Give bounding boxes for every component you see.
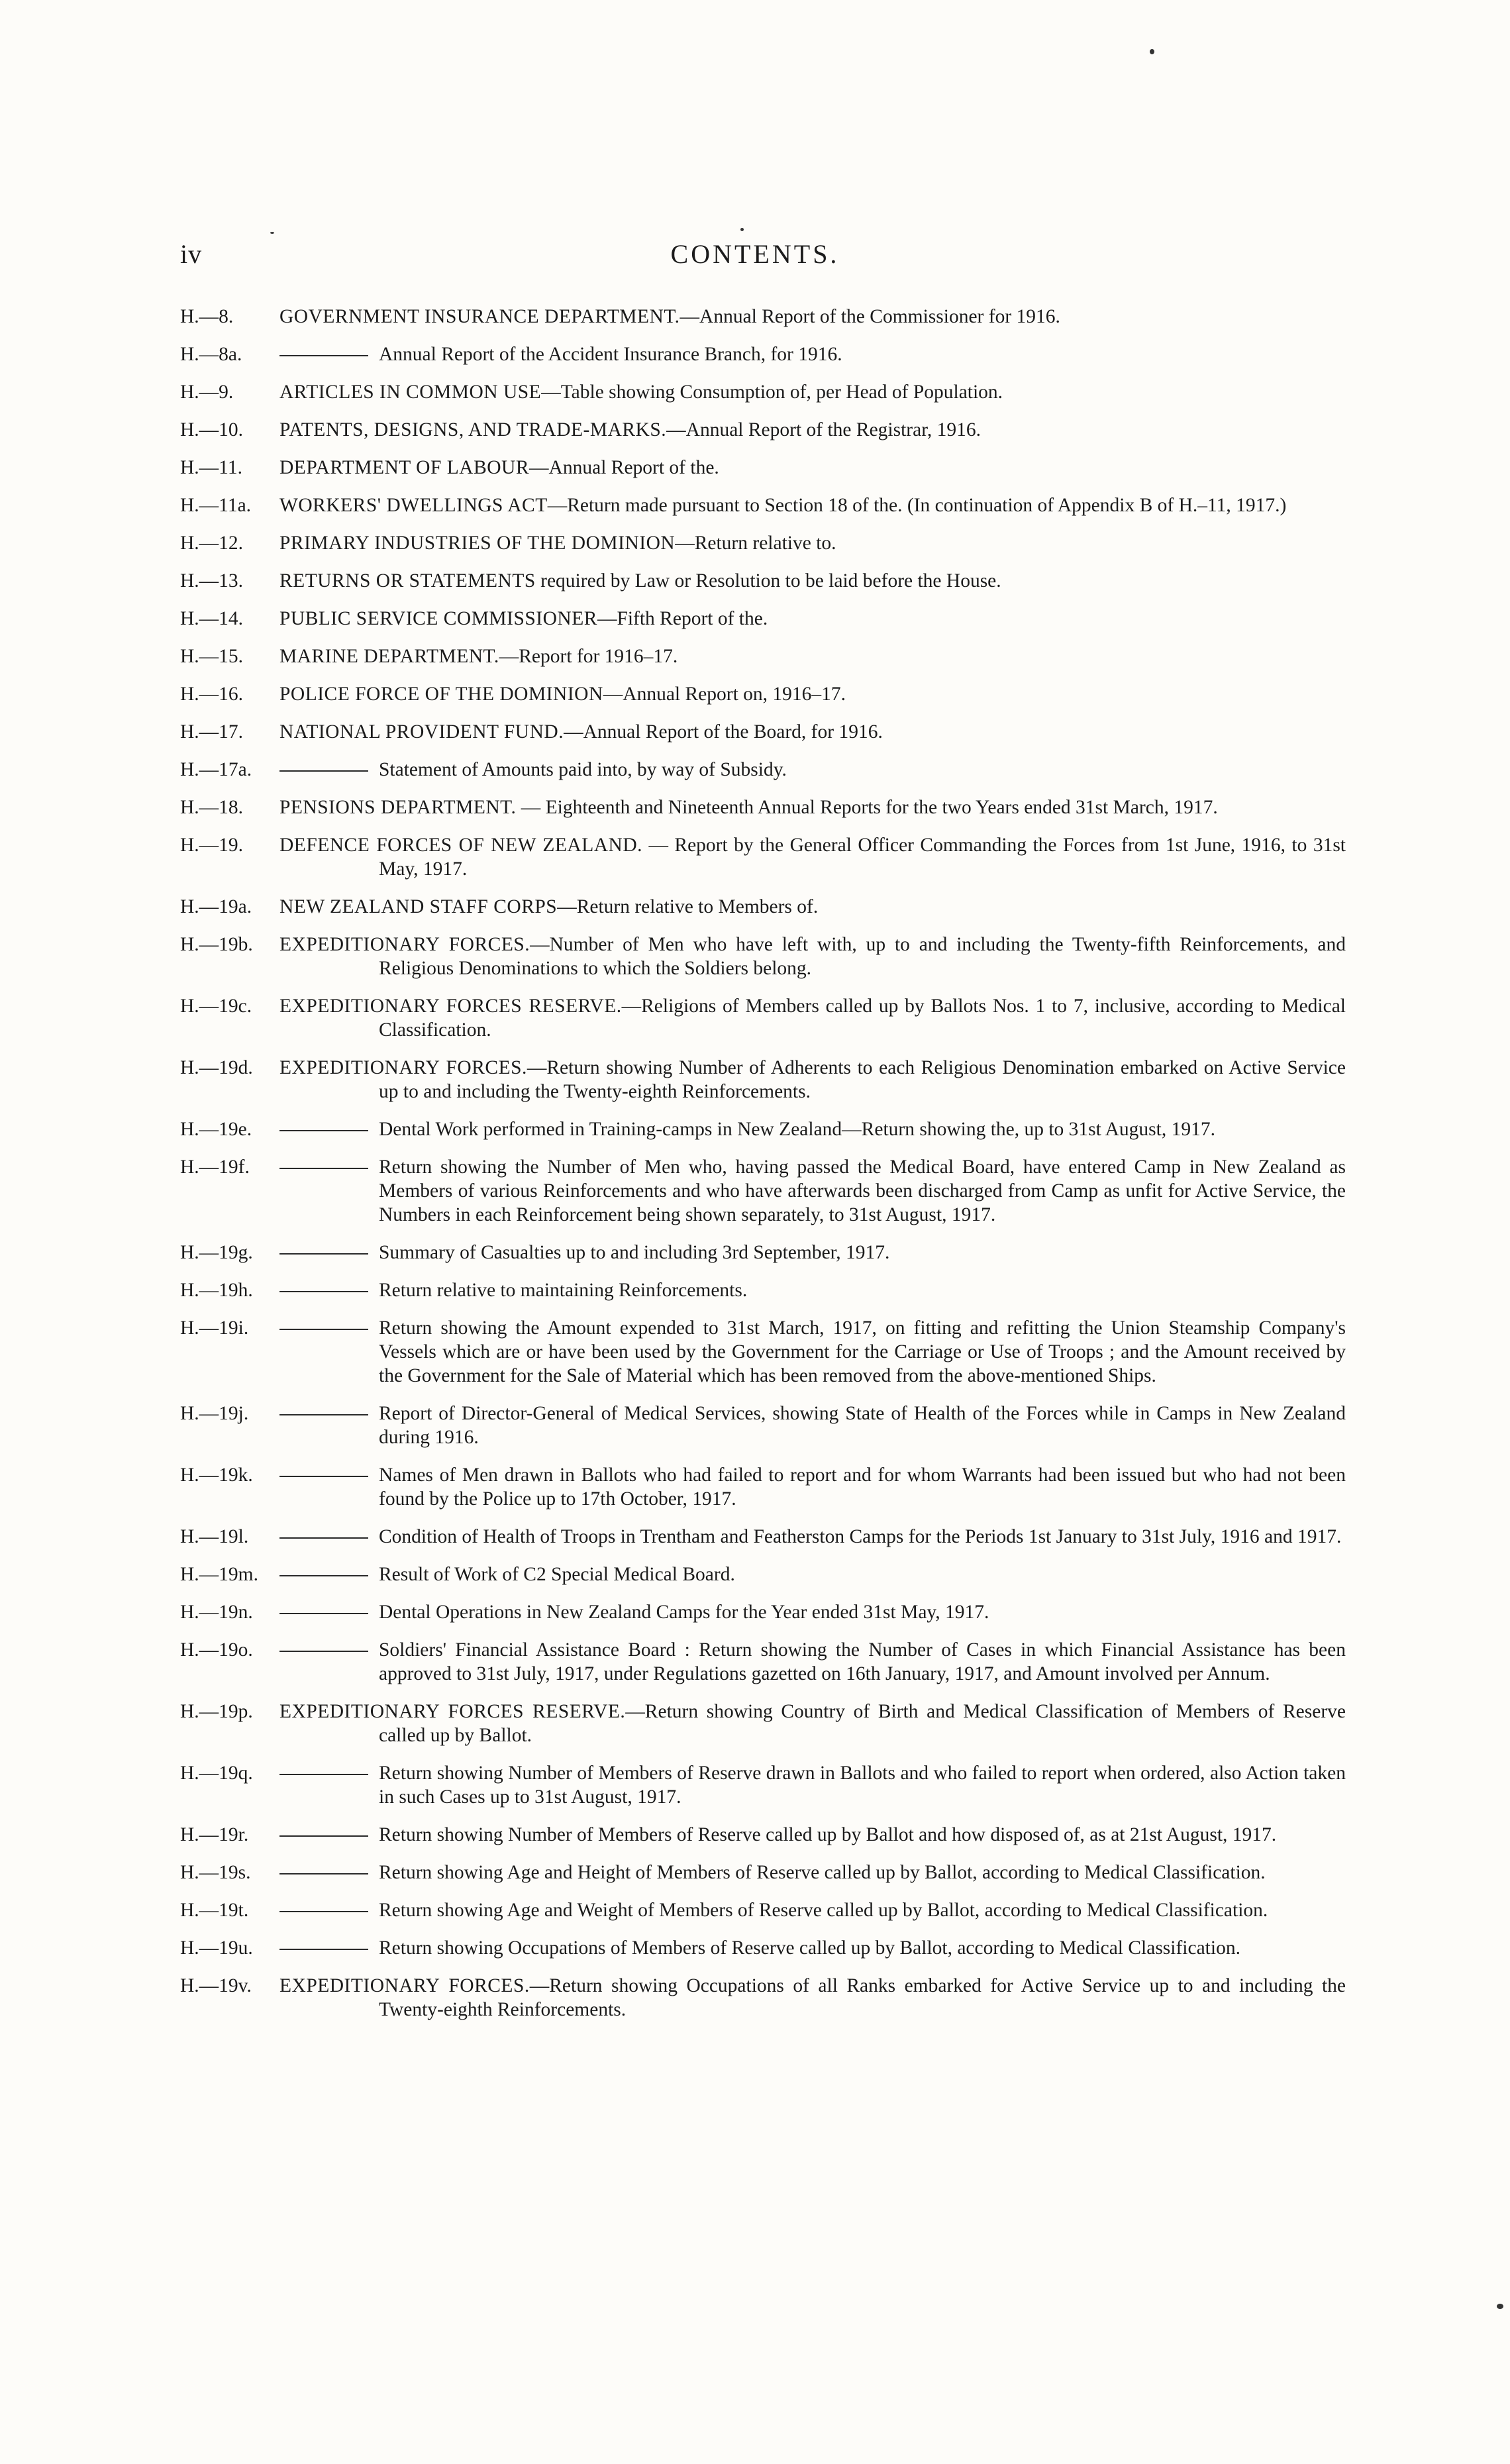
entry-description: [279, 305, 1346, 329]
entry-description: [279, 1117, 1346, 1141]
ditto-rule: [279, 770, 368, 772]
entry-description: [279, 1700, 1346, 1747]
entry-description: [279, 720, 1346, 744]
entry-description: [279, 1155, 1346, 1227]
entry-description: [279, 1056, 1346, 1104]
entry-heading: EXPEDITIONARY FORCES.: [279, 934, 530, 955]
contents-entry: [180, 1861, 1346, 1884]
entry-text: —Religions of Members called up by Ballots Nos. 1 to 7, inclusive, according to Medical Classification.: [379, 996, 1346, 1041]
contents-entry: [180, 758, 1346, 782]
contents-entry: [180, 895, 1346, 919]
contents-entry: [180, 1241, 1346, 1264]
entry-code: H.—19i.: [180, 1317, 249, 1339]
entry-code: H.—10.: [180, 419, 244, 440]
entry-text: —Return relative to Members of.: [557, 896, 819, 917]
entry-code: H.—13.: [180, 570, 244, 591]
scan-speck: [270, 232, 274, 234]
contents-entry: [180, 720, 1346, 744]
ditto-rule: [279, 1774, 368, 1775]
entry-text: Dental Work performed in Training-camps in New Zealand—Return showing the, up to 31st August, 1917.: [379, 1119, 1215, 1140]
entry-heading: POLICE FORCE OF THE DOMINION: [279, 684, 603, 705]
entry-code: H.—19k.: [180, 1464, 253, 1486]
entry-text: —Return relative to.: [675, 533, 836, 554]
entry-code: H.—19s.: [180, 1862, 251, 1883]
entry-text: Return showing Number of Members of Reserve drawn in Ballots and who failed to report when ordered, also Action taken in such Cases up to 31st August, 1917.: [379, 1763, 1346, 1808]
entry-heading: MARINE DEPARTMENT.: [279, 646, 499, 667]
entry-description: [279, 994, 1346, 1042]
entry-description: [279, 607, 1346, 631]
entry-text: Report of Director-General of Medical Services, showing State of Health of the Forces while in Camps in New Zealand during 1916.: [379, 1403, 1346, 1448]
entry-text: —Return showing Country of Birth and Medical Classification of Members of Reserve called up by Ballot.: [379, 1701, 1346, 1746]
ditto-rule: [279, 1253, 368, 1255]
entry-description: [279, 342, 1346, 366]
contents-entry: [180, 569, 1346, 593]
entry-text: —Annual Report of the.: [529, 457, 719, 478]
entry-code: H.—19p.: [180, 1701, 253, 1722]
contents-entry: [180, 933, 1346, 980]
entry-code: H.—19d.: [180, 1057, 253, 1078]
entry-code: H.—19e.: [180, 1119, 252, 1140]
entry-description: [279, 380, 1346, 404]
entry-code: H.—19g.: [180, 1242, 253, 1263]
contents-entry: [180, 833, 1346, 881]
entry-description: [279, 682, 1346, 706]
entry-text: Return showing Age and Height of Members of Reserve called up by Ballot, according to Medical Classification.: [379, 1862, 1266, 1883]
entry-code: H.—19o.: [180, 1639, 253, 1661]
entry-code: H.—8a.: [180, 344, 242, 365]
entry-heading: EXPEDITIONARY FORCES RESERVE.: [279, 1701, 626, 1722]
contents-list: [180, 305, 1346, 2035]
contents-entry: [180, 1117, 1346, 1141]
entry-text: Return showing Age and Weight of Members of Reserve called up by Ballot, according to Medical Classification.: [379, 1900, 1268, 1921]
contents-entry: [180, 380, 1346, 404]
entry-code: H.—16.: [180, 684, 244, 705]
entry-code: H.—19q.: [180, 1763, 253, 1784]
ditto-rule: [279, 1575, 368, 1576]
entry-text: —Number of Men who have left with, up to and including the Twenty-fifth Reinforcements, and Religious Denominations to which the Soldiers belong.: [379, 934, 1346, 979]
ditto-rule: [279, 1835, 368, 1837]
entry-text: —Annual Report of the Registrar, 1916.: [666, 419, 981, 440]
contents-entry: [180, 1600, 1346, 1624]
scan-speck: [1497, 2304, 1503, 2309]
entry-code: H.—17.: [180, 721, 244, 743]
entry-code: H.—19a.: [180, 896, 252, 917]
entry-text: —Table showing Consumption of, per Head of Population.: [541, 382, 1003, 403]
contents-entry: [180, 493, 1346, 517]
entry-code: H.—19t.: [180, 1900, 249, 1921]
entry-description: [279, 644, 1346, 668]
entry-heading: EXPEDITIONARY FORCES RESERVE.: [279, 996, 622, 1017]
entry-text: Statement of Amounts paid into, by way of Subsidy.: [379, 759, 787, 780]
entry-description: [279, 1823, 1346, 1847]
entry-description: [279, 1241, 1346, 1264]
entry-heading: PUBLIC SERVICE COMMISSIONER: [279, 608, 597, 629]
entry-code: H.—11a.: [180, 495, 252, 516]
entry-text: —Report for 1916–17.: [499, 646, 678, 667]
entry-description: [279, 1974, 1346, 2022]
entry-text: Summary of Casualties up to and including 3rd September, 1917.: [379, 1242, 890, 1263]
entry-text: Return showing the Number of Men who, having passed the Medical Board, have entered Camp in New Zealand as Members of various Reinforcements and who have afterwards been discharged from Camp as unfit for Active Service, the Numbers in each Reinforcement being shown separately, to 31st August, 1917.: [379, 1156, 1346, 1225]
entry-code: H.—14.: [180, 608, 244, 629]
ditto-rule: [279, 1873, 368, 1874]
ditto-rule: [279, 1949, 368, 1950]
contents-entry: [180, 531, 1346, 555]
entry-description: [279, 1761, 1346, 1809]
entry-description: [279, 1316, 1346, 1388]
entry-description: [279, 531, 1346, 555]
entry-description: [279, 1563, 1346, 1586]
entry-text: Return relative to maintaining Reinforcements.: [379, 1280, 748, 1301]
contents-entry: [180, 1898, 1346, 1922]
entry-heading: GOVERNMENT INSURANCE DEPARTMENT.: [279, 306, 680, 327]
contents-entry: [180, 342, 1346, 366]
ditto-rule: [279, 1613, 368, 1614]
entry-text: —Return showing Occupations of all Ranks embarked for Active Service up to and including the Twenty-eighth Reinforcements.: [379, 1975, 1346, 2020]
ditto-rule: [279, 1537, 368, 1539]
entry-description: [279, 569, 1346, 593]
entry-code: H.—15.: [180, 646, 244, 667]
entry-description: [279, 1861, 1346, 1884]
contents-entry: [180, 1525, 1346, 1549]
contents-entry: [180, 1700, 1346, 1747]
ditto-rule: [279, 1329, 368, 1330]
contents-entry: [180, 418, 1346, 442]
entry-code: H.—19j.: [180, 1403, 249, 1424]
entry-text: Return showing Number of Members of Reserve called up by Ballot and how disposed of, as at 21st August, 1917.: [379, 1824, 1277, 1845]
entry-heading: ARTICLES IN COMMON USE: [279, 382, 542, 403]
entry-code: H.—19l.: [180, 1526, 249, 1547]
entry-text: Return showing Occupations of Members of Reserve called up by Ballot, according to Medical Classification.: [379, 1937, 1240, 1959]
entry-description: [279, 833, 1346, 881]
entry-text: —Annual Report of the Commissioner for 1916.: [680, 306, 1060, 327]
entry-text: — Eighteenth and Nineteenth Annual Reports for the two Years ended 31st March, 1917.: [516, 797, 1218, 818]
entry-text: —Fifth Report of the.: [597, 608, 768, 629]
ditto-rule: [279, 1291, 368, 1292]
entry-heading: DEPARTMENT OF LABOUR: [279, 457, 530, 478]
entry-code: H.—19v.: [180, 1975, 252, 1996]
entry-description: [279, 1463, 1346, 1511]
scan-speck: [740, 228, 744, 231]
entry-code: H.—18.: [180, 797, 244, 818]
contents-entry: [180, 1974, 1346, 2022]
entry-text: —Annual Report on, 1916–17.: [603, 684, 846, 705]
entry-description: [279, 1898, 1346, 1922]
entry-text: Names of Men drawn in Ballots who had failed to report and for whom Warrants had been issued but who had not been found by the Police up to 17th October, 1917.: [379, 1464, 1346, 1510]
entry-text: Dental Operations in New Zealand Camps for the Year ended 31st May, 1917.: [379, 1602, 989, 1623]
contents-entry: [180, 1563, 1346, 1586]
contents-entry: [180, 796, 1346, 819]
entry-description: [279, 1402, 1346, 1449]
ditto-rule: [279, 1911, 368, 1912]
entry-code: H.—19r.: [180, 1824, 249, 1845]
contents-entry: [180, 1316, 1346, 1388]
entry-text: —Return showing Number of Adherents to each Religious Denomination embarked on Active Service up to and including the Twenty-eighth Reinforcements.: [379, 1057, 1346, 1102]
entry-text: — Report by the General Officer Commanding the Forces from 1st June, 1916, to 31st May, 1917.: [379, 835, 1346, 880]
entry-description: [279, 1278, 1346, 1302]
contents-entry: [180, 1638, 1346, 1686]
entry-text: Condition of Health of Troops in Trentham and Featherston Camps for the Periods 1st January to 31st July, 1916 and 1917.: [379, 1526, 1342, 1547]
entry-text: Result of Work of C2 Special Medical Board.: [379, 1564, 735, 1585]
entry-code: H.—19u.: [180, 1937, 253, 1959]
entry-code: H.—19.: [180, 835, 244, 856]
entry-code: H.—19b.: [180, 934, 253, 955]
contents-entry: [180, 682, 1346, 706]
entry-heading: DEFENCE FORCES OF NEW ZEALAND.: [279, 835, 643, 856]
entry-code: H.—19h.: [180, 1280, 253, 1301]
entry-heading: PATENTS, DESIGNS, AND TRADE-MARKS.: [279, 419, 667, 440]
contents-entry: [180, 644, 1346, 668]
entry-text: required by Law or Resolution to be laid before the House.: [535, 570, 1001, 591]
contents-entry: [180, 994, 1346, 1042]
entry-heading: PENSIONS DEPARTMENT.: [279, 797, 517, 818]
entry-text: Soldiers' Financial Assistance Board : Return showing the Number of Cases in which Financial Assistance has been approved to 31st July, 1917, under Regulations gazetted on 16th January, 1917, and Amount involved per Annum.: [379, 1639, 1346, 1684]
entry-heading: EXPEDITIONARY FORCES.: [279, 1057, 527, 1078]
entry-description: [279, 1638, 1346, 1686]
entry-code: H.—19f.: [180, 1156, 250, 1178]
entry-text: —Return made pursuant to Section 18 of the. (In continuation of Appendix B of H.–11, 1917.): [547, 495, 1287, 516]
entry-description: [279, 796, 1346, 819]
entry-text: Return showing the Amount expended to 31st March, 1917, on fitting and refitting the Union Steamship Company's Vessels which are or have been used by the Government for the Carriage or Use of Troops ; and the Amount received by the Government for the Sale of Material which has been removed from the above-mentioned Ships.: [379, 1317, 1346, 1386]
entry-heading: WORKERS' DWELLINGS ACT: [279, 495, 548, 516]
entry-description: [279, 456, 1346, 480]
entry-code: H.—9.: [180, 382, 234, 403]
entry-description: [279, 1936, 1346, 1960]
ditto-rule: [279, 1476, 368, 1477]
contents-entry: [180, 1463, 1346, 1511]
entry-heading: PRIMARY INDUSTRIES OF THE DOMINION: [279, 533, 676, 554]
entry-heading: EXPEDITIONARY FORCES.: [279, 1975, 530, 1996]
entry-code: H.—11.: [180, 457, 242, 478]
scan-speck: [1150, 49, 1154, 54]
entry-code: H.—19m.: [180, 1564, 258, 1585]
page-number: iv: [180, 239, 203, 269]
contents-entry: [180, 305, 1346, 329]
contents-entry: [180, 1823, 1346, 1847]
entry-description: [279, 758, 1346, 782]
contents-entry: [180, 1155, 1346, 1227]
ditto-rule: [279, 1130, 368, 1131]
ditto-rule: [279, 1168, 368, 1169]
entry-description: [279, 933, 1346, 980]
contents-entry: [180, 1402, 1346, 1449]
contents-entry: [180, 607, 1346, 631]
contents-entry: [180, 1056, 1346, 1104]
entry-code: H.—19c.: [180, 996, 252, 1017]
contents-entry: [180, 1761, 1346, 1809]
entry-text: —Annual Report of the Board, for 1916.: [564, 721, 883, 743]
ditto-rule: [279, 1651, 368, 1652]
entry-code: H.—12.: [180, 533, 244, 554]
contents-entry: [180, 456, 1346, 480]
entry-heading: NEW ZEALAND STAFF CORPS: [279, 896, 558, 917]
entry-description: [279, 1525, 1346, 1549]
ditto-rule: [279, 1414, 368, 1415]
entry-heading: RETURNS OR STATEMENTS: [279, 570, 536, 591]
entry-code: H.—8.: [180, 306, 234, 327]
entry-description: [279, 493, 1346, 517]
contents-entry: [180, 1278, 1346, 1302]
entry-code: H.—19n.: [180, 1602, 253, 1623]
entry-description: [279, 418, 1346, 442]
entry-description: [279, 1600, 1346, 1624]
entry-description: [279, 895, 1346, 919]
contents-entry: [180, 1936, 1346, 1960]
entry-text: Annual Report of the Accident Insurance Branch, for 1916.: [379, 344, 842, 365]
page-title: CONTENTS.: [670, 239, 840, 269]
ditto-rule: [279, 355, 368, 356]
entry-heading: NATIONAL PROVIDENT FUND.: [279, 721, 564, 743]
entry-code: H.—17a.: [180, 759, 252, 780]
